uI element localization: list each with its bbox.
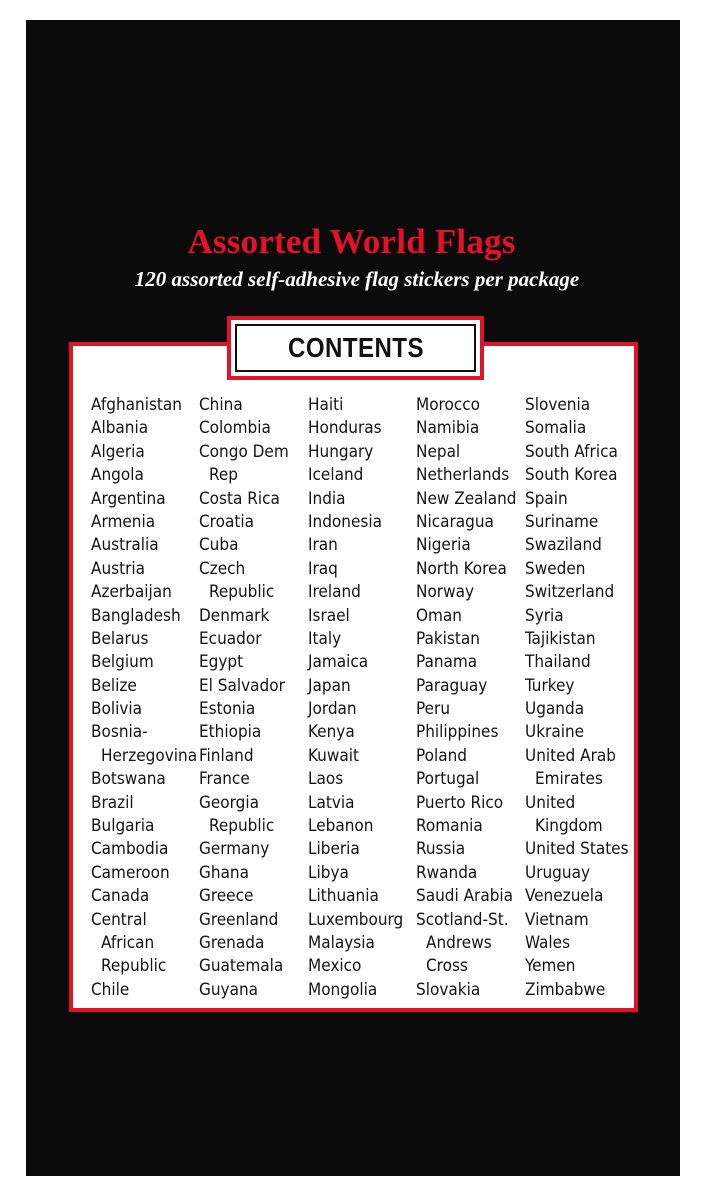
country-list-item: Belarus bbox=[91, 628, 149, 649]
country-list-item: Scotland-St. bbox=[416, 909, 509, 930]
country-list-item: Costa Rica bbox=[199, 488, 280, 509]
country-list-item: Mexico bbox=[308, 956, 362, 977]
country-list-item: Switzerland bbox=[525, 582, 615, 603]
country-list-item: North Korea bbox=[416, 558, 507, 579]
country-list-item: Turkey bbox=[525, 675, 575, 696]
country-list-item: Cambodia bbox=[91, 839, 169, 860]
country-list-item: Hungary bbox=[308, 441, 374, 462]
country-list-item: Armenia bbox=[91, 511, 156, 532]
country-list-item: Emirates bbox=[535, 769, 603, 790]
country-list-item: Finland bbox=[199, 745, 254, 766]
country-list-item: Austria bbox=[91, 558, 146, 579]
country-list-item: African bbox=[101, 932, 155, 953]
country-list-item: Laos bbox=[308, 769, 344, 790]
country-list-item: Malaysia bbox=[308, 932, 375, 953]
country-list-item: Saudi Arabia bbox=[416, 886, 514, 907]
country-list-item: Zimbabwe bbox=[525, 979, 606, 1000]
country-list-item: Pakistan bbox=[416, 628, 480, 649]
country-list-item: Cameroon bbox=[91, 862, 170, 883]
country-list-item: Lebanon bbox=[308, 816, 374, 837]
country-list-item: Egypt bbox=[199, 652, 244, 673]
country-list-item: Namibia bbox=[416, 418, 480, 439]
country-list-item: Jamaica bbox=[308, 652, 369, 673]
country-list-item: Georgia bbox=[199, 792, 259, 813]
country-list-item: Cross bbox=[426, 956, 468, 977]
country-list-item: India bbox=[308, 488, 346, 509]
country-list-item: Estonia bbox=[199, 699, 256, 720]
country-list-item: Poland bbox=[416, 745, 467, 766]
country-list-item: Haiti bbox=[308, 395, 344, 415]
country-list-item: Bulgaria bbox=[91, 816, 155, 837]
country-list-item: Albania bbox=[91, 418, 149, 439]
country-list-item: Jordan bbox=[308, 699, 357, 720]
country-list-item: Yemen bbox=[525, 956, 576, 977]
package-subtitle: 120 assorted self-adhesive flag stickers per package bbox=[134, 267, 580, 291]
country-list-item: Croatia bbox=[199, 511, 254, 532]
country-list-item: Nicaragua bbox=[416, 511, 494, 532]
country-list-item: Uganda bbox=[525, 699, 585, 720]
contents-header-box bbox=[227, 316, 484, 380]
country-list-item: Grenada bbox=[199, 932, 265, 953]
country-list-item: Greece bbox=[199, 886, 254, 907]
country-list-item: Syria bbox=[525, 605, 564, 626]
country-list-item: Congo Dem bbox=[199, 441, 289, 462]
country-list-item: Azerbaijan bbox=[91, 582, 172, 603]
country-list-item: Ireland bbox=[308, 582, 361, 603]
country-column-3 bbox=[308, 394, 403, 1002]
country-list-item: Cuba bbox=[199, 535, 239, 556]
country-list-item: Guyana bbox=[199, 979, 259, 1000]
country-list-item: Ukraine bbox=[525, 722, 585, 743]
country-list-item: Republic bbox=[101, 956, 167, 977]
country-list-item: Herzegovina bbox=[101, 745, 198, 766]
country-list-item: Somalia bbox=[525, 418, 587, 439]
country-list-item: Argentina bbox=[91, 488, 166, 509]
country-list-item: New Zealand bbox=[416, 488, 517, 509]
country-list-item: Chile bbox=[91, 979, 130, 1000]
country-list-item: Republic bbox=[209, 816, 275, 837]
country-list-item: Tajikistan bbox=[525, 628, 596, 649]
country-list-item: Wales bbox=[525, 932, 571, 953]
country-list-item: France bbox=[199, 769, 250, 790]
country-list-item: El Salvador bbox=[199, 675, 285, 696]
country-list-item: United Arab bbox=[525, 745, 616, 766]
country-list-item: Sweden bbox=[525, 558, 586, 579]
country-list-item: Andrews bbox=[426, 932, 492, 953]
country-list-item: Russia bbox=[416, 839, 466, 860]
country-list-item: United States bbox=[525, 839, 629, 860]
country-list-item: Lithuania bbox=[308, 886, 379, 907]
country-list-item: United bbox=[525, 792, 576, 813]
country-column-1 bbox=[91, 394, 197, 1002]
country-list-item: Iran bbox=[308, 535, 338, 556]
country-list-item: Belize bbox=[91, 675, 137, 696]
country-list-item: Norway bbox=[416, 582, 475, 603]
package-title: Assorted World Flags bbox=[187, 222, 516, 261]
country-list-item: Iraq bbox=[308, 558, 338, 579]
country-list-item: Bosnia- bbox=[91, 722, 148, 743]
country-list-item: South Korea bbox=[525, 465, 618, 486]
country-list-item: Algeria bbox=[91, 441, 145, 462]
country-list-item: Indonesia bbox=[308, 511, 382, 532]
country-list-item: Romania bbox=[416, 816, 483, 837]
country-list-item: Spain bbox=[525, 488, 568, 509]
country-list-item: Swaziland bbox=[525, 535, 602, 556]
country-list-item: Puerto Rico bbox=[416, 792, 504, 813]
country-list-item: Netherlands bbox=[416, 465, 510, 486]
country-list-item: Australia bbox=[91, 535, 159, 556]
country-list-item: Greenland bbox=[199, 909, 279, 930]
country-list-item: Suriname bbox=[525, 511, 599, 532]
country-list-item: Panama bbox=[416, 652, 478, 673]
country-list-item: Kingdom bbox=[535, 816, 603, 837]
country-list-item: Angola bbox=[91, 465, 144, 486]
country-list-item: Luxembourg bbox=[308, 909, 404, 930]
country-list-item: Kenya bbox=[308, 722, 355, 743]
country-list-item: Latvia bbox=[308, 792, 355, 813]
country-list-item: Central bbox=[91, 909, 147, 930]
country-list-item: Republic bbox=[209, 582, 275, 603]
country-column-2 bbox=[199, 394, 289, 1002]
country-list-item: Brazil bbox=[91, 792, 134, 813]
country-list-item: Belgium bbox=[91, 652, 154, 673]
country-list-item: Ecuador bbox=[199, 628, 262, 649]
country-list-item: Mongolia bbox=[308, 979, 378, 1000]
country-column-5 bbox=[525, 394, 629, 1002]
country-list-item: China bbox=[199, 395, 243, 415]
country-list-item: Guatemala bbox=[199, 956, 284, 977]
country-list-item: Thailand bbox=[525, 652, 591, 673]
country-list-item: Slovakia bbox=[416, 979, 481, 1000]
country-list-item: Israel bbox=[308, 605, 350, 626]
country-list-item: Colombia bbox=[199, 418, 271, 439]
country-list-item: Nepal bbox=[416, 441, 461, 462]
country-list-item: South Africa bbox=[525, 441, 618, 462]
country-list-item: Rwanda bbox=[416, 862, 478, 883]
country-list-item: Libya bbox=[308, 862, 349, 883]
country-list-item: Canada bbox=[91, 886, 150, 907]
country-list-item: Denmark bbox=[199, 605, 270, 626]
country-list-item: Honduras bbox=[308, 418, 382, 439]
country-list-item: Czech bbox=[199, 558, 246, 579]
country-list-item: Oman bbox=[416, 605, 463, 626]
country-list-item: Vietnam bbox=[525, 909, 589, 930]
country-list-item: Peru bbox=[416, 699, 451, 720]
country-list-item: Ghana bbox=[199, 862, 249, 883]
country-list-item: Bolivia bbox=[91, 699, 143, 720]
country-list-item: Botswana bbox=[91, 769, 166, 790]
contents-heading: CONTENTS bbox=[287, 332, 424, 363]
country-list-item: Philippines bbox=[416, 722, 499, 743]
country-list-item: Ethiopia bbox=[199, 722, 262, 743]
country-list-item: Uruguay bbox=[525, 862, 591, 883]
country-list-item: Nigeria bbox=[416, 535, 471, 556]
country-list-item: Venezuela bbox=[525, 886, 604, 907]
country-list-item: Slovenia bbox=[525, 395, 591, 415]
contents-header-inner-frame bbox=[235, 324, 476, 372]
country-list-item: Bangladesh bbox=[91, 605, 181, 626]
country-list-item: Afghanistan bbox=[91, 395, 182, 415]
country-list-item: Japan bbox=[308, 675, 351, 696]
country-list-item: Rep bbox=[209, 465, 238, 486]
country-list-item: Morocco bbox=[416, 395, 480, 415]
country-list-item: Portugal bbox=[416, 769, 480, 790]
country-list-item: Liberia bbox=[308, 839, 360, 860]
country-list-item: Germany bbox=[199, 839, 270, 860]
country-list-item: Paraguay bbox=[416, 675, 488, 696]
country-list-item: Italy bbox=[308, 628, 342, 649]
country-list-item: Kuwait bbox=[308, 745, 359, 766]
country-list-item: Iceland bbox=[308, 465, 364, 486]
country-column-4 bbox=[416, 394, 517, 1002]
